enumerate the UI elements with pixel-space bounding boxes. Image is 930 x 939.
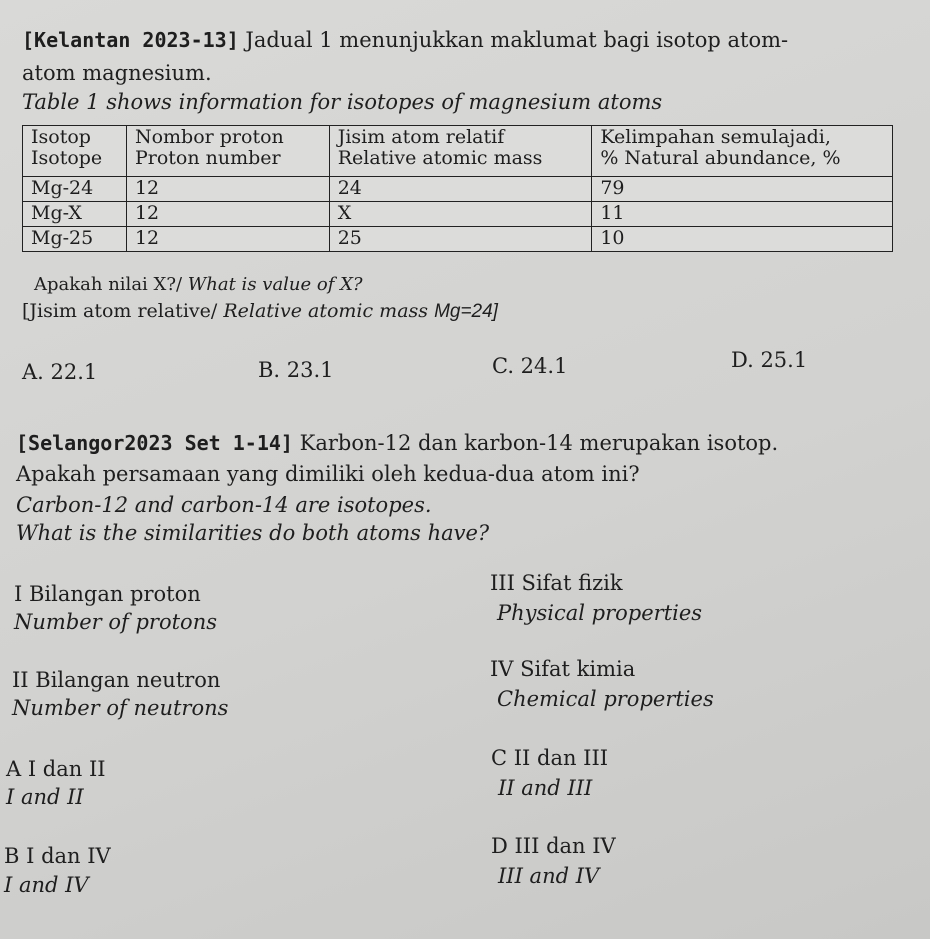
q2-line1-text: Karbon-12 dan karbon-14 merupakan isotop. [292,431,779,455]
q2-option-a-en: I and II [6,785,84,809]
q1-option-c[interactable]: C. 24.1 [492,354,568,378]
q2-line3: Carbon-12 and carbon-14 are isotopes. [16,493,432,517]
table-row [23,177,893,202]
table-header-isotope: Isotop Isotope [23,126,127,177]
q1-note [22,302,498,321]
table-cell: X [329,202,592,227]
statement-iii-en: Physical properties [497,601,703,625]
q1-line1 [22,30,788,51]
q2-source-tag: [Selangor2023 Set 1-14] [16,431,293,455]
q1-line3: Table 1 shows information for isotopes of magnesium atoms [22,90,663,114]
table-cell: Mg-24 [23,177,127,202]
table-cell: 24 [329,177,592,202]
q2-option-c-en: II and III [498,776,593,800]
q1-note-ms: [Jisim atom relative/ [22,300,224,322]
table-header-abundance: Kelimpahan semulajadi, % Natural abundance, % [592,126,893,177]
table-cell: 11 [592,202,893,227]
q1-line1-text: Jadual 1 menunjukkan maklumat bagi isotop atom- [238,28,789,52]
isotope-table [22,125,893,252]
q1-note-value: Mg=24] [434,301,498,322]
q2-option-b-en: I and IV [4,873,89,897]
q1-question-en: What is value of X? [187,274,363,295]
q2-option-c[interactable]: C II dan III [491,746,609,770]
statement-iv-en: Chemical properties [497,687,714,711]
q2-option-d-en: III and IV [498,864,600,888]
table-cell: 10 [592,227,893,252]
table-header-relative-mass: Jisim atom relatif Relative atomic mass [329,126,592,177]
q2-option-d[interactable]: D III dan IV [491,834,616,858]
statement-ii-ms: II Bilangan neutron [12,668,221,692]
statement-i-ms: I Bilangan proton [14,582,201,606]
table-cell: 12 [126,227,329,252]
table-cell: 25 [329,227,592,252]
q2-line1 [16,433,778,454]
q1-note-en: Relative atomic mass [223,300,435,322]
statement-ii-en: Number of neutrons [12,696,229,720]
table-header-proton-number: Nombor proton Proton number [126,126,329,177]
table-cell: 12 [126,202,329,227]
statement-iv-ms: IV Sifat kimia [490,657,636,681]
q1-line2: atom magnesium. [22,61,212,85]
table-cell: Mg-X [23,202,127,227]
q1-option-b[interactable]: B. 23.1 [258,358,334,382]
q2-option-b[interactable]: B I dan IV [4,844,111,868]
q1-question-ms: Apakah nilai X?/ [34,274,188,295]
q1-option-d[interactable]: D. 25.1 [731,348,808,372]
q2-option-a[interactable]: A I dan II [6,757,106,781]
q1-question [34,276,363,294]
table-row [23,227,893,252]
table-row [23,202,893,227]
table-header-row [23,126,893,177]
table-cell: Mg-25 [23,227,127,252]
q1-source-tag: [Kelantan 2023-13] [22,28,239,52]
statement-i-en: Number of protons [14,610,217,634]
q1-option-a[interactable]: A. 22.1 [22,360,98,384]
table-cell: 79 [592,177,893,202]
q2-line2: Apakah persamaan yang dimiliki oleh kedua-dua atom ini? [16,462,640,486]
q2-line4: What is the similarities do both atoms have? [16,521,490,545]
table-cell: 12 [126,177,329,202]
statement-iii-ms: III Sifat fizik [490,571,623,595]
